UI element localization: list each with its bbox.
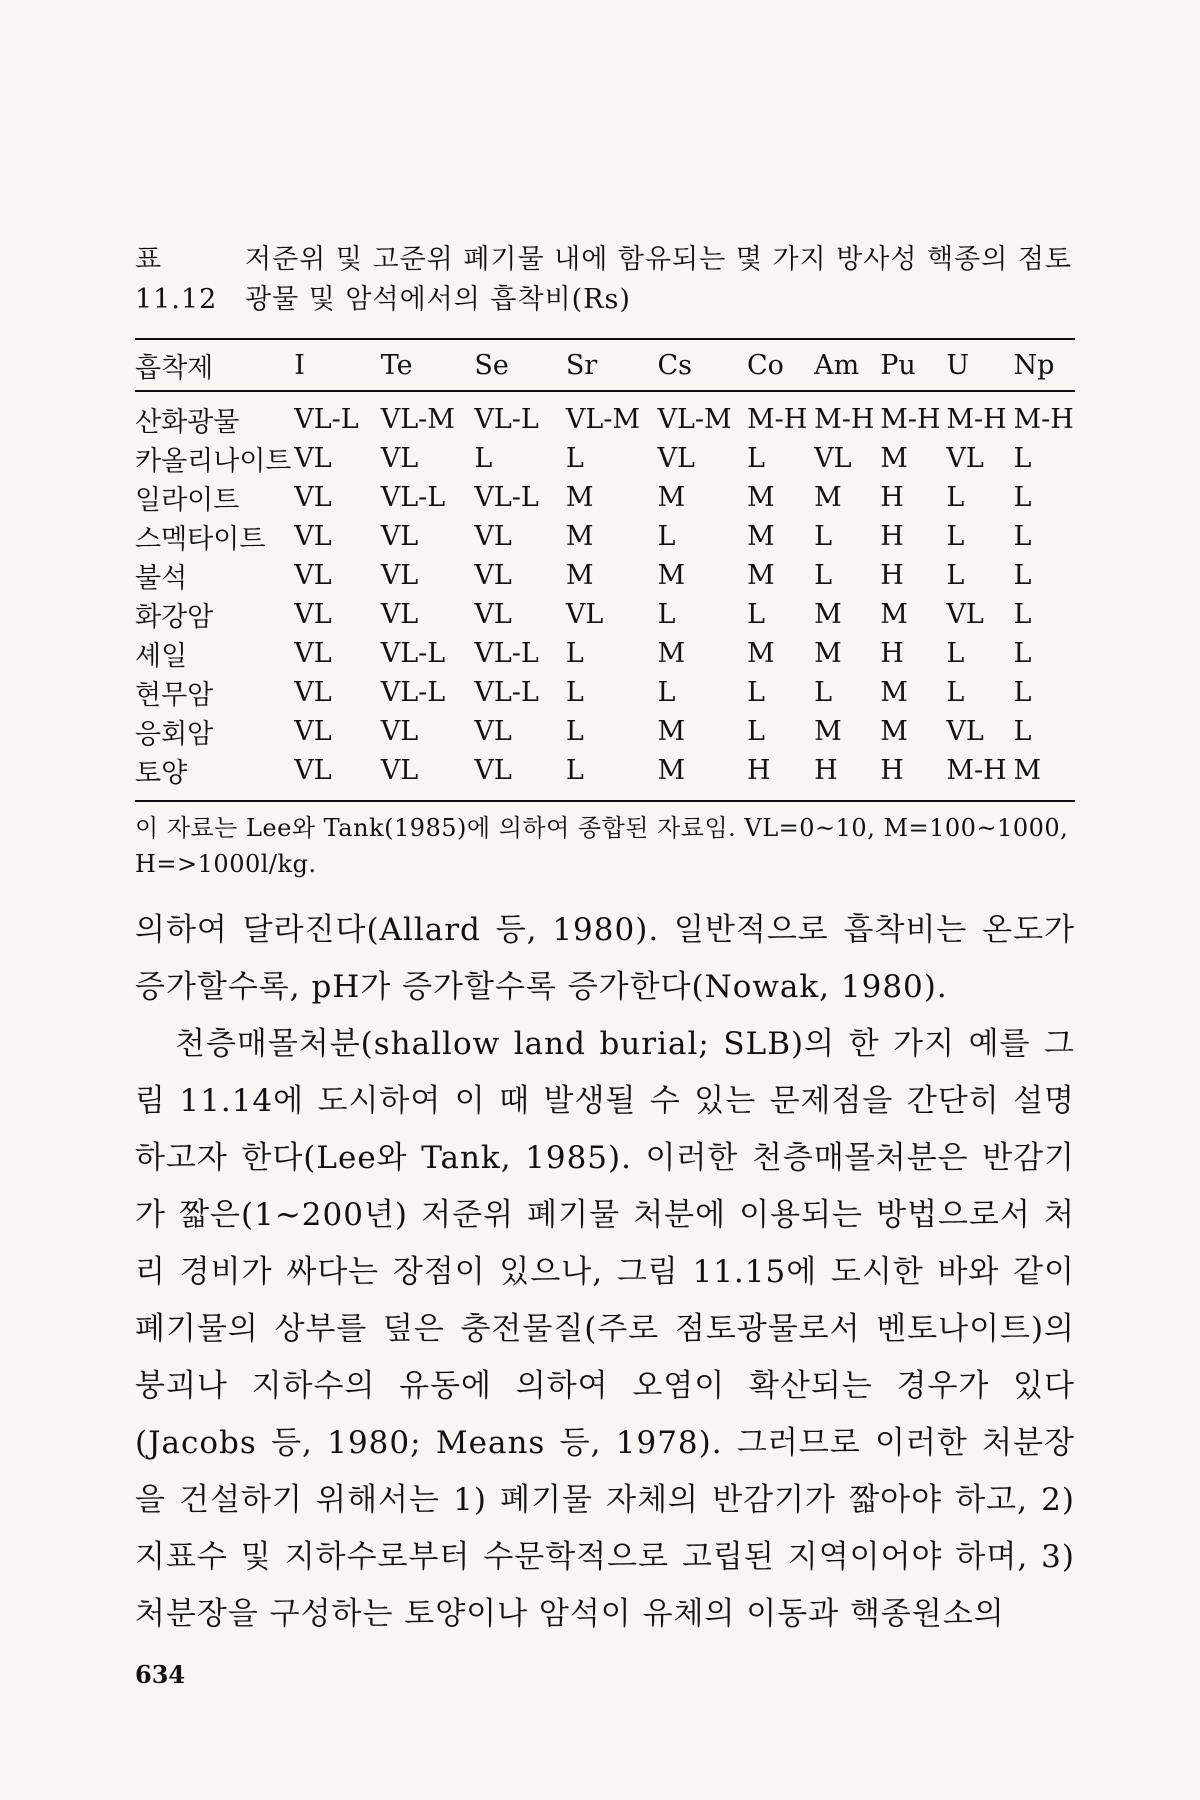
rs-value-cell: M bbox=[880, 716, 908, 747]
rs-value-cell: VL-L bbox=[474, 638, 539, 669]
rs-value-cell: VL bbox=[294, 482, 332, 513]
header-co: Co bbox=[746, 349, 784, 381]
rs-value-cell: L bbox=[474, 443, 493, 474]
rs-value-cell: VL bbox=[814, 443, 852, 474]
rs-value-cell: VL bbox=[474, 599, 512, 630]
rs-value-cell: M-H bbox=[814, 404, 875, 435]
body-text bbox=[135, 902, 1075, 1643]
table-row bbox=[135, 478, 1075, 517]
rs-value-cell: VL bbox=[380, 716, 419, 747]
rs-value-cell: L bbox=[657, 521, 676, 552]
table-caption bbox=[135, 240, 1075, 320]
rs-value-cell: M bbox=[746, 638, 775, 669]
rs-value-cell: H bbox=[880, 521, 904, 552]
rs-value-cell: M bbox=[657, 560, 686, 591]
rs-value-cell: L bbox=[1013, 716, 1032, 747]
rs-value-cell: L bbox=[814, 521, 833, 552]
header-u: U bbox=[946, 349, 970, 381]
adsorbent-cell: 산화광물 bbox=[135, 407, 240, 438]
rs-value-cell: M bbox=[814, 482, 842, 513]
rs-value-cell: H bbox=[880, 482, 904, 513]
rs-value-cell: M bbox=[814, 599, 842, 630]
rs-value-cell: VL bbox=[474, 560, 512, 591]
rs-value-cell: M-H bbox=[946, 755, 1007, 786]
rs-value-cell: M bbox=[880, 677, 908, 708]
rs-value-cell: M-H bbox=[880, 404, 941, 435]
rs-value-cell: L bbox=[814, 677, 833, 708]
rs-value-cell: M bbox=[657, 716, 686, 747]
rs-value-cell: VL-L bbox=[474, 677, 539, 708]
rs-value-cell: VL bbox=[294, 716, 332, 747]
rs-value-cell: VL bbox=[294, 677, 332, 708]
rs-value-cell: VL bbox=[474, 716, 512, 747]
rs-value-cell: M-H bbox=[746, 404, 808, 435]
rs-value-cell: L bbox=[657, 677, 676, 708]
header-am: Am bbox=[814, 349, 860, 381]
rs-value-cell: VL bbox=[657, 443, 695, 474]
header-np: Np bbox=[1013, 349, 1055, 381]
header-cs: Cs bbox=[657, 349, 692, 381]
rs-value-cell: VL bbox=[380, 443, 419, 474]
rs-value-cell: M bbox=[657, 638, 686, 669]
rs-value-cell: VL-L bbox=[380, 482, 446, 513]
table-header-row bbox=[135, 339, 1075, 391]
rs-value-cell: VL-L bbox=[380, 638, 446, 669]
rs-value-cell: L bbox=[657, 599, 676, 630]
rs-value-cell: M bbox=[565, 482, 594, 513]
rs-value-cell: L bbox=[1013, 599, 1032, 630]
rs-value-cell: L bbox=[746, 677, 765, 708]
rs-value-cell: L bbox=[1013, 638, 1032, 669]
rs-value-cell: VL-M bbox=[657, 404, 732, 435]
rs-value-cell: M bbox=[565, 560, 594, 591]
rs-value-cell: L bbox=[565, 755, 584, 786]
adsorbent-cell: 스멕타이트 bbox=[135, 524, 266, 555]
rs-value-cell: L bbox=[946, 521, 965, 552]
rs-value-cell: VL bbox=[294, 755, 332, 786]
table-row bbox=[135, 712, 1075, 751]
rs-value-cell: L bbox=[565, 443, 584, 474]
table-row bbox=[135, 391, 1075, 439]
rs-value-cell: VL-L bbox=[294, 404, 359, 435]
rs-value-cell: VL bbox=[946, 716, 984, 747]
rs-value-cell: VL-L bbox=[474, 482, 539, 513]
rs-value-cell: VL bbox=[380, 521, 419, 552]
paragraph-1: 의하여 달라진다(Allard 등, 1980). 일반적으로 흡착비는 온도가 증가할수록, pH가 증가할수록 증가한다(Nowak, 1980). bbox=[135, 912, 1075, 1005]
rs-value-cell: VL bbox=[294, 443, 332, 474]
rs-value-cell: VL bbox=[380, 599, 419, 630]
adsorbent-cell: 일라이트 bbox=[135, 485, 240, 516]
header-sr: Sr bbox=[565, 349, 598, 381]
rs-value-cell: M bbox=[880, 443, 908, 474]
rs-value-cell: L bbox=[946, 638, 965, 669]
header-te: Te bbox=[380, 349, 413, 381]
rs-value-cell: M bbox=[880, 599, 908, 630]
rs-value-cell: VL bbox=[380, 755, 419, 786]
rs-value-cell: M-H bbox=[946, 404, 1007, 435]
rs-value-cell: VL bbox=[474, 755, 512, 786]
adsorbent-cell: 화강암 bbox=[135, 602, 214, 633]
table-row bbox=[135, 673, 1075, 712]
rs-value-cell: L bbox=[946, 560, 965, 591]
header-i: I bbox=[294, 349, 305, 381]
rs-value-cell: L bbox=[946, 677, 965, 708]
rs-value-cell: L bbox=[565, 638, 584, 669]
rs-value-cell: H bbox=[880, 638, 904, 669]
rs-value-cell: L bbox=[946, 482, 965, 513]
rs-value-cell: L bbox=[565, 677, 584, 708]
rs-value-cell: L bbox=[1013, 677, 1032, 708]
rs-value-cell: L bbox=[746, 599, 765, 630]
rs-value-cell: VL bbox=[380, 560, 419, 591]
rs-value-cell: VL bbox=[294, 560, 332, 591]
table-row bbox=[135, 556, 1075, 595]
rs-value-cell: L bbox=[1013, 560, 1032, 591]
rs-value-cell: L bbox=[1013, 521, 1032, 552]
rs-value-cell: VL bbox=[474, 521, 512, 552]
rs-value-cell: VL bbox=[294, 599, 332, 630]
rs-value-cell: H bbox=[880, 560, 904, 591]
table-row bbox=[135, 517, 1075, 556]
table-caption-label: 표 11.12 bbox=[135, 244, 218, 315]
rs-value-cell: VL-M bbox=[380, 404, 455, 435]
rs-value-cell: M bbox=[814, 638, 842, 669]
rs-value-cell: L bbox=[1013, 482, 1032, 513]
rs-value-cell: VL bbox=[946, 599, 984, 630]
table-note: 이 자료는 Lee와 Tank(1985)에 의하여 종합된 자료임. VL=0~10, M=100~1000, H=>1000l/kg. bbox=[135, 814, 1069, 878]
table-row bbox=[135, 751, 1075, 801]
adsorbent-cell: 카올리나이트 bbox=[135, 446, 292, 477]
rs-value-cell: M bbox=[657, 755, 686, 786]
header-pu: Pu bbox=[880, 349, 916, 381]
header-adsorbent: 흡착제 bbox=[135, 352, 214, 384]
page-number: 634 bbox=[135, 1660, 186, 1689]
rs-value-cell: M bbox=[565, 521, 594, 552]
rs-value-cell: L bbox=[565, 716, 584, 747]
table-row bbox=[135, 634, 1075, 673]
rs-value-cell: VL-L bbox=[474, 404, 539, 435]
rs-value-cell: VL bbox=[294, 638, 332, 669]
rs-value-cell: H bbox=[880, 755, 904, 786]
table-row bbox=[135, 595, 1075, 634]
rs-value-cell: L bbox=[746, 443, 765, 474]
adsorbent-cell: 응회암 bbox=[135, 719, 214, 750]
rs-value-cell: H bbox=[814, 755, 838, 786]
rs-value-cell: L bbox=[746, 716, 765, 747]
paragraph-2: 천층매몰처분(shallow land burial; SLB)의 한 가지 예를 그림 11.14에 도시하여 이 때 발생될 수 있는 문제점을 간단히 설명하고자 한다(Lee와 Tank, 1985). 이러한 천층매몰처분은 반감기가 짧은(1~200년) 저준위 폐기물 처분에 이용되는 방법으로서 처리 경비가 싸다는 장점이 있으나, 그림 11.15에 도시한 바와 같이 폐기물의 상부를 덮은 충전물질(주로 점토광물로서 벤토나이트)의 붕괴나 지하수의 유동에 의하여 오염이 확산되는 경우가 있다(Jacobs 등, 1980; Means 등, 1978). 그러므로 이러한 처분장을 건설하기 위해서는 1) 폐기물 자체의 반감기가 짧아야 하고, 2) 지표수 및 지하수로부터 수문학적으로 고립된 지역이어야 하며, 3) 처분장을 구성하는 토양이나 암석이 유체의 이동과 핵종원소의 bbox=[135, 1026, 1075, 1632]
rs-value-cell: M bbox=[657, 482, 686, 513]
rs-value-cell: VL-M bbox=[565, 404, 641, 435]
rs-value-cell: M bbox=[814, 716, 842, 747]
rs-value-cell: M bbox=[746, 482, 775, 513]
rs-value-cell: VL bbox=[946, 443, 984, 474]
document-page bbox=[135, 240, 1075, 1643]
rs-value-cell: VL-L bbox=[380, 677, 446, 708]
adsorption-ratio-table bbox=[135, 338, 1075, 802]
rs-value-cell: M bbox=[746, 560, 775, 591]
rs-value-cell: VL bbox=[294, 521, 332, 552]
rs-value-cell: M-H bbox=[1013, 404, 1074, 435]
rs-value-cell: VL bbox=[565, 599, 604, 630]
rs-value-cell: L bbox=[1013, 443, 1032, 474]
adsorbent-cell: 셰일 bbox=[135, 641, 188, 672]
rs-value-cell: M bbox=[1013, 755, 1042, 786]
table-row bbox=[135, 439, 1075, 478]
adsorbent-cell: 불석 bbox=[135, 563, 188, 594]
rs-value-cell: L bbox=[814, 560, 833, 591]
table-caption-text: 저준위 및 고준위 폐기물 내에 함유되는 몇 가지 방사성 핵종의 점토광물 및 암석에서의 흡착비(Rs) bbox=[245, 244, 1073, 315]
rs-value-cell: M bbox=[746, 521, 775, 552]
adsorbent-cell: 현무암 bbox=[135, 680, 214, 711]
adsorbent-cell: 토양 bbox=[135, 758, 188, 789]
rs-value-cell: H bbox=[746, 755, 771, 786]
header-se: Se bbox=[474, 349, 509, 381]
